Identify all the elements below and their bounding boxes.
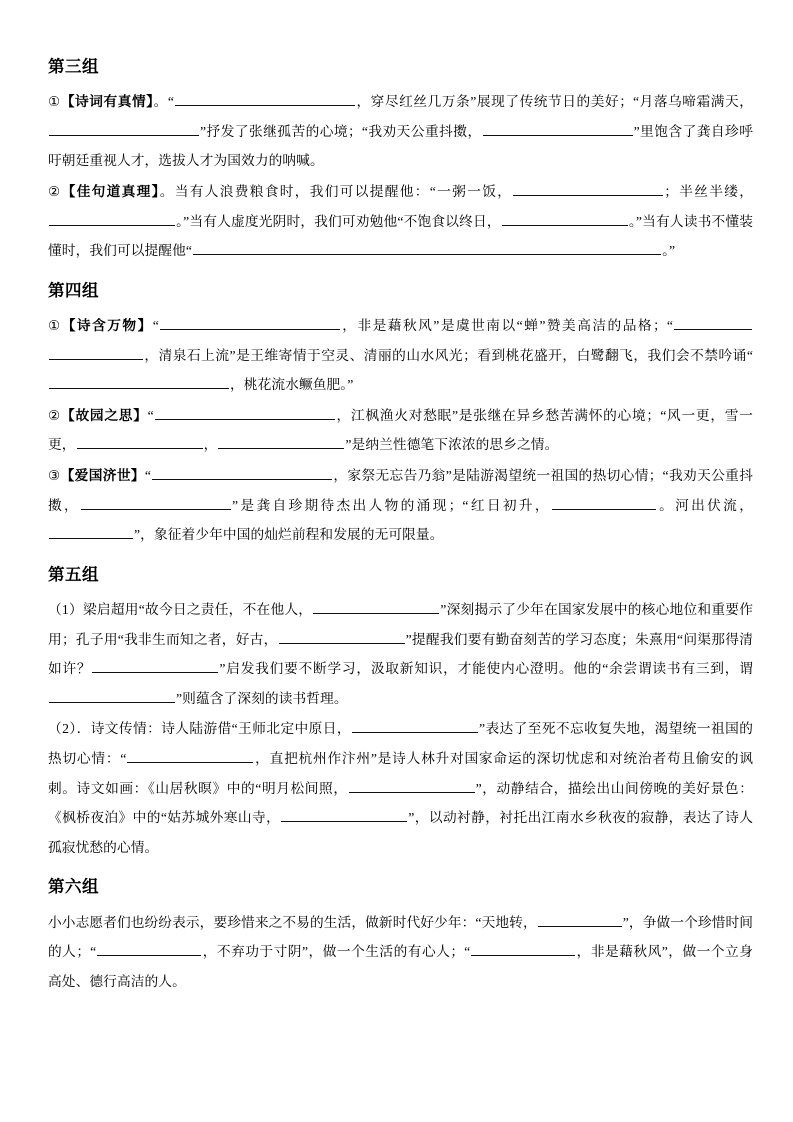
answer-blank[interactable] — [49, 375, 229, 390]
item-text: “ — [144, 468, 152, 484]
item-label: 【爱国济世】 — [60, 468, 145, 484]
item-text: ”，动静结合，描绘出山间傍晚的美好景色：《枫桥夜泊》中的“姑苏城外寒山寺， — [48, 780, 753, 826]
item-text: ，直把杭州作汴州”是诗人林升对国家命运的深切忧虑和对统治者苟且偷安的讽刺。诗文如画：《山居秋暝》中的“明月松间照， — [48, 751, 753, 796]
question-5-1 — [48, 595, 753, 713]
answer-blank[interactable] — [160, 315, 340, 330]
item-text: 。河出伏流， — [656, 497, 753, 513]
question-4-3 — [48, 461, 753, 550]
answer-blank[interactable] — [281, 808, 407, 823]
item-text: 。“ — [153, 94, 174, 110]
item-text: “ — [152, 318, 159, 334]
answer-blank[interactable] — [175, 92, 355, 107]
item-text: ”里饱含了龚自珍呼吁朝廷重视人才，选拔人才为国效力的呐喊。 — [48, 123, 753, 169]
item-label: 【佳句道真理】 — [61, 184, 160, 200]
item-text: ，不弃功于寸阴”，做一个生活的有心人；“ — [202, 944, 471, 960]
answer-blank[interactable] — [349, 778, 475, 793]
item-text: ”启发我们要不断学习，汲取新知识，才能使内心澄明。他的“余尝谓读书有三到，谓 — [219, 661, 753, 677]
answer-blank[interactable] — [513, 181, 663, 196]
answer-blank[interactable] — [313, 599, 439, 614]
question-3-2 — [48, 177, 753, 266]
answer-blank[interactable] — [674, 315, 752, 330]
group-heading-3: 第三组 — [48, 57, 99, 76]
item-marker: ① — [48, 94, 61, 110]
item-text: ”，象征着少年中国的灿烂前程和发展的无可限量。 — [134, 527, 444, 543]
item-text: ， — [203, 437, 218, 453]
item-marker: ① — [48, 318, 62, 334]
item-text: ，非是藉秋风”，做一个立身高处、德行高洁的人。 — [48, 944, 753, 989]
item-marker: （2）． — [48, 721, 91, 737]
item-text: 。” — [662, 243, 676, 259]
item-text: ”，争做一个珍惜时间的人；“ — [48, 914, 754, 960]
item-text: ；半丝半缕， — [664, 184, 753, 200]
item-label: 【诗词有真情】 — [60, 94, 154, 110]
question-4-2 — [48, 401, 753, 460]
item-text: ”则蕴含了深刻的读书哲理。 — [176, 690, 348, 706]
item-marker: ③ — [48, 468, 61, 484]
item-text: ，家祭无忘告乃翁”是陆游渴望统一祖国的热切心情；“我劝天公重抖擞， — [48, 468, 754, 513]
answer-blank[interactable] — [49, 345, 143, 360]
answer-blank[interactable] — [81, 495, 231, 510]
answer-blank[interactable] — [127, 748, 253, 763]
item-text: 诗文传情：诗人陆游借“王师北定中原日， — [90, 721, 351, 737]
answer-blank[interactable] — [49, 688, 175, 703]
answer-blank[interactable] — [193, 241, 661, 256]
answer-blank[interactable] — [502, 211, 628, 226]
item-text: 梁启超用“故今日之责任，不在他人， — [82, 602, 313, 618]
item-label: 【故园之思】 — [61, 407, 148, 423]
item-text: ”抒发了张继孤苦的心境；“我劝天公重抖擞， — [200, 123, 482, 139]
item-text: ，非是藉秋风”是虞世南以“蝉”赞美高洁的品格；“ — [340, 318, 673, 334]
item-text: ”提醒我们要有勤奋刻苦的学习态度；朱熹用“问渠那得清如许？ — [48, 631, 753, 677]
item-marker: （1） — [48, 602, 83, 618]
answer-blank[interactable] — [552, 495, 656, 510]
item-text: ”是龚自珍期待杰出人物的涌现；“红日初升， — [232, 497, 551, 513]
item-text: ，穿尽红丝几万条”展现了传统节日的美好；“月落乌啼霜满天， — [356, 94, 753, 110]
item-text: ，清泉石上流”是王维寄情于空灵、清丽的山水风光；看到桃花盛开，白鹭翻飞，我们会不禁吟诵“ — [144, 347, 753, 363]
question-5-2 — [48, 714, 753, 862]
answer-blank[interactable] — [218, 435, 344, 450]
item-text: ”，以动衬静，衬托出江南水乡秋夜的寂静，表达了诗人孤寂忧愁的心情。 — [48, 810, 754, 855]
item-text: ，桃花流水鳜鱼肥。” — [230, 377, 354, 393]
item-text: 。”当有人虚度光阴时，我们可劝勉他“不饱食以终日， — [176, 213, 501, 229]
answer-blank[interactable] — [49, 525, 133, 540]
answer-blank[interactable] — [152, 465, 332, 480]
item-marker: ② — [48, 407, 62, 423]
answer-blank[interactable] — [471, 942, 575, 957]
item-marker: ② — [48, 184, 62, 200]
question-4-1 — [48, 311, 753, 400]
answer-blank[interactable] — [538, 912, 622, 927]
group-heading-5: 第五组 — [48, 564, 99, 584]
item-text: ”是纳兰性德笔下浓浓的思乡之情。 — [345, 437, 559, 453]
item-text: ”深刻揭示了少年在国家发展中的核心地位和重要作用；孔子用“我非生而知之者，好古， — [48, 602, 753, 647]
answer-blank[interactable] — [49, 211, 175, 226]
item-text: ”表达了至死不忘收复失地，渴望统一祖国的热切心情：“ — [48, 721, 753, 767]
item-text: “ — [147, 407, 154, 423]
item-label: 【诗含万物】 — [61, 318, 153, 334]
group-heading-4: 第四组 — [48, 280, 99, 300]
item-text: 。”当有人读书不懂装懂时，我们可以提醒他“ — [48, 213, 753, 259]
answer-blank[interactable] — [97, 942, 201, 957]
question-6-1 — [48, 908, 753, 997]
item-text: ，江枫渔火对愁眠”是张继在异乡愁苦满怀的心境；“风一更，雪一更， — [48, 407, 753, 453]
item-text: 小小志愿者们也纷纷表示，要珍惜来之不易的生活，做新时代好少年：“天地转， — [48, 914, 537, 930]
question-3-1 — [48, 87, 753, 176]
answer-blank[interactable] — [92, 659, 218, 674]
answer-blank[interactable] — [77, 435, 203, 450]
answer-blank[interactable] — [352, 719, 478, 734]
answer-blank[interactable] — [279, 629, 405, 644]
answer-blank[interactable] — [49, 121, 199, 136]
item-text: 。当有人浪费粮食时，我们可以提醒他：“一粥一饭， — [159, 184, 513, 200]
answer-blank[interactable] — [155, 405, 335, 420]
answer-blank[interactable] — [483, 121, 633, 136]
group-heading-6: 第六组 — [48, 877, 99, 897]
